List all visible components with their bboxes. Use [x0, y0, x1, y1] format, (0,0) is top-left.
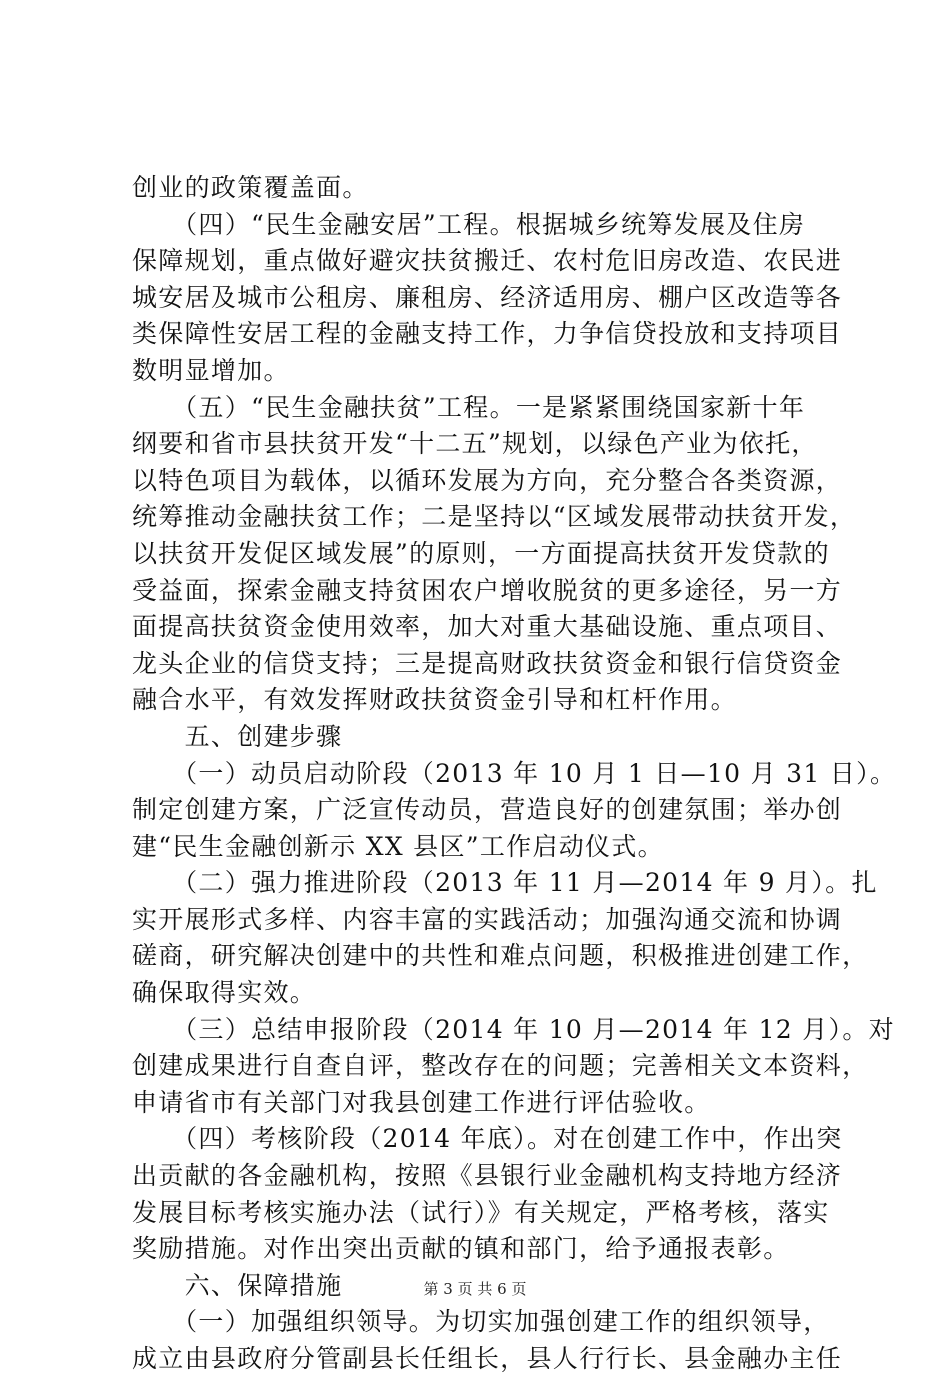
text-line: 融合水平，有效发挥财政扶贫资金引导和杠杆作用。	[132, 685, 737, 715]
text-line: 建“民生金融创新示 XX 县区”工作启动仪式。	[132, 831, 664, 861]
section-heading: 六、保障措施	[132, 1270, 343, 1300]
text-line: （四）“民生金融安居”工程。根据城乡统筹发展及住房	[132, 209, 806, 239]
text-line: 成立由县政府分管副县长任组长，县人行行长、县金融办主任	[132, 1344, 843, 1373]
text-line: 纲要和省市县扶贫开发“十二五”规划，以绿色产业为依托，	[132, 429, 818, 459]
text-line: 以扶贫开发促区域发展”的原则，一方面提高扶贫开发贷款的	[132, 538, 830, 568]
text-line: 保障规划，重点做好避灾扶贫搬迁、农村危旧房改造、农民进	[132, 246, 843, 276]
page-number-footer: 第 3 页 共 6 页	[423, 1280, 527, 1298]
text-line: （五）“民生金融扶贫”工程。一是紧紧围绕国家新十年	[132, 392, 806, 422]
text-line: 确保取得实效。	[132, 978, 317, 1008]
text-line: 以特色项目为载体，以循环发展为方向，充分整合各类资源，	[132, 465, 843, 495]
text-line: （四）考核阶段（2014 年底）。对在创建工作中，作出突	[132, 1124, 843, 1154]
text-line: 受益面，探索金融支持贫困农户增收脱贫的更多途径，另一方	[132, 575, 843, 605]
text-line: 龙头企业的信贷支持；三是提高财政扶贫资金和银行信贷资金	[132, 648, 843, 678]
body-text	[132, 170, 897, 1378]
text-line: 创建成果进行自查自评，整改存在的问题；完善相关文本资料，	[132, 1051, 869, 1081]
text-line: 实开展形式多样、内容丰富的实践活动；加强沟通交流和协调	[132, 904, 843, 934]
text-line: 城安居及城市公租房、廉租房、经济适用房、棚户区改造等各	[132, 282, 843, 312]
text-line: 申请省市有关部门对我县创建工作进行评估验收。	[132, 1087, 711, 1117]
text-line: 类保障性安居工程的金融支持工作，力争信贷投放和支持项目	[132, 319, 843, 349]
text-line: 发展目标考核实施办法（试行）》有关规定，严格考核，落实	[132, 1197, 830, 1227]
text-line: （三）总结申报阶段（2014 年 10 月—2014 年 12 月）。对	[132, 1014, 895, 1044]
text-line: 创业的政策覆盖面。	[132, 173, 369, 202]
section-heading: 五、创建步骤	[132, 721, 343, 751]
text-line: 数明显增加。	[132, 355, 290, 385]
text-line: 面提高扶贫资金使用效率，加大对重大基础设施、重点项目、	[132, 612, 843, 642]
text-line: 出贡献的各金融机构，按照《县银行业金融机构支持地方经济	[132, 1161, 843, 1191]
text-line: （一）加强组织领导。为切实加强创建工作的组织领导，	[132, 1307, 830, 1337]
text-line: （二）强力推进阶段（2013 年 11 月—2014 年 9 月）。扎	[132, 868, 878, 898]
text-line: 制定创建方案，广泛宣传动员，营造良好的创建氛围；举办创	[132, 795, 843, 825]
text-line: 统筹推动金融扶贫工作；二是坚持以“区域发展带动扶贫开发，	[132, 502, 857, 532]
text-line: （一）动员启动阶段（2013 年 10 月 1 日—10 月 31 日）。	[132, 758, 897, 788]
text-line: 磋商，研究解决创建中的共性和难点问题，积极推进创建工作，	[132, 941, 869, 971]
text-line: 奖励措施。对作出突出贡献的镇和部门，给予通报表彰。	[132, 1234, 790, 1264]
